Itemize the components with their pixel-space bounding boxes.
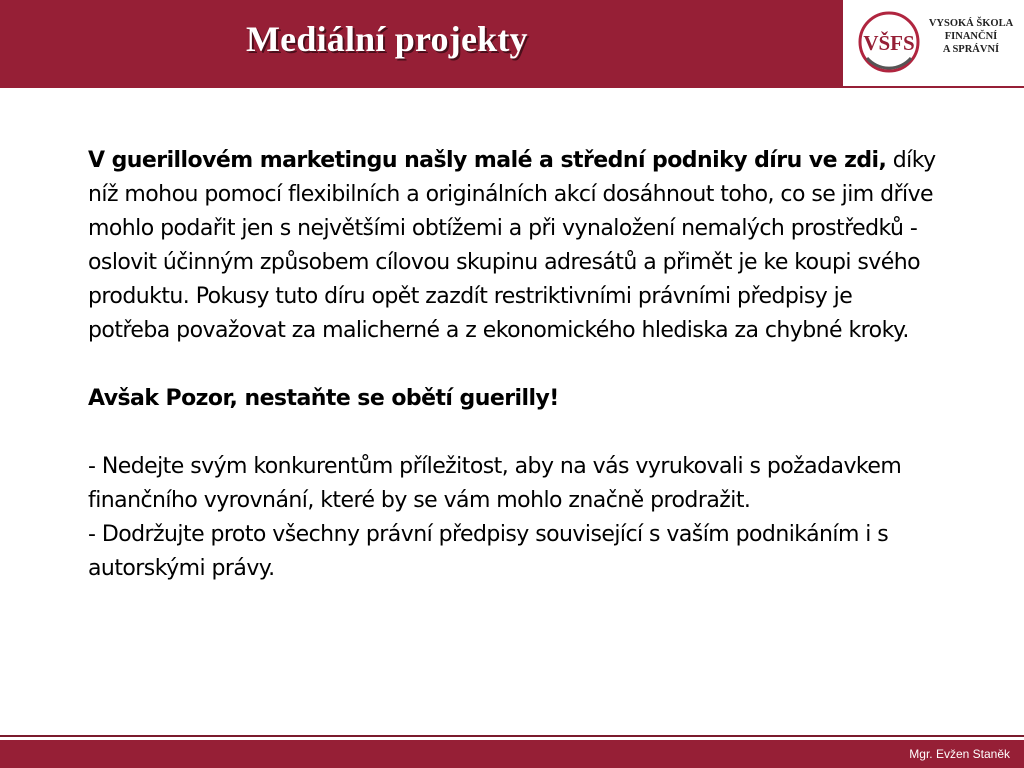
bullet-item-1: - Nedejte svým konkurentům příležitost, aby na vás vyrukovali s požadavkem finančního vyrovnání, které by se vám mohlo značně prodražit. — [88, 454, 902, 513]
warning-text: Avšak Pozor, nestaňte se obětí guerilly! — [88, 386, 559, 411]
logo-wordmark — [921, 17, 1021, 56]
logo-line-1: VYSOKÁ ŠKOLA — [928, 18, 1014, 29]
footer-band — [0, 740, 1024, 768]
logo-line-3: A SPRÁVNÍ — [942, 44, 1000, 55]
school-logo — [842, 0, 1024, 86]
intro-text: díky níž mohou pomocí flexibilních a originálních akcí dosáhnout toho, co se jim dříve mohlo podařit jen s největšími obtížemi a při vynaložení nemalých prostředků - oslovit účinným způsobem cílovou skupinu adresátů a přimět je ke koupi svého produktu. Pokusy tuto díru opět zazdít restriktivními právními předpisy je potřeba považovat za malicherné a z ekonomického hlediska za chybné kroky. — [88, 148, 936, 343]
vsfs-logo-icon — [855, 8, 923, 76]
logo-monogram: VŠFS — [863, 31, 915, 55]
intro-paragraph — [88, 144, 938, 348]
header-divider — [0, 86, 1024, 88]
warning-heading — [88, 382, 938, 416]
footer-author: Mgr. Evžen Staněk — [909, 747, 1010, 761]
spacer — [88, 348, 938, 382]
intro-bold-lead: V guerillovém marketingu našly malé a střední podniky díru ve zdi, — [88, 148, 887, 173]
footer-divider — [0, 735, 1024, 737]
slide-body — [88, 144, 938, 586]
spacer — [88, 416, 938, 450]
header-band — [0, 0, 842, 86]
bullet-item-2: - Dodržujte proto všechny právní předpisy související s vaším podnikáním i s autorskými právy. — [88, 522, 889, 581]
slide-title: Mediální projekty — [246, 19, 528, 59]
logo-line-2: FINANČNÍ — [944, 31, 998, 42]
